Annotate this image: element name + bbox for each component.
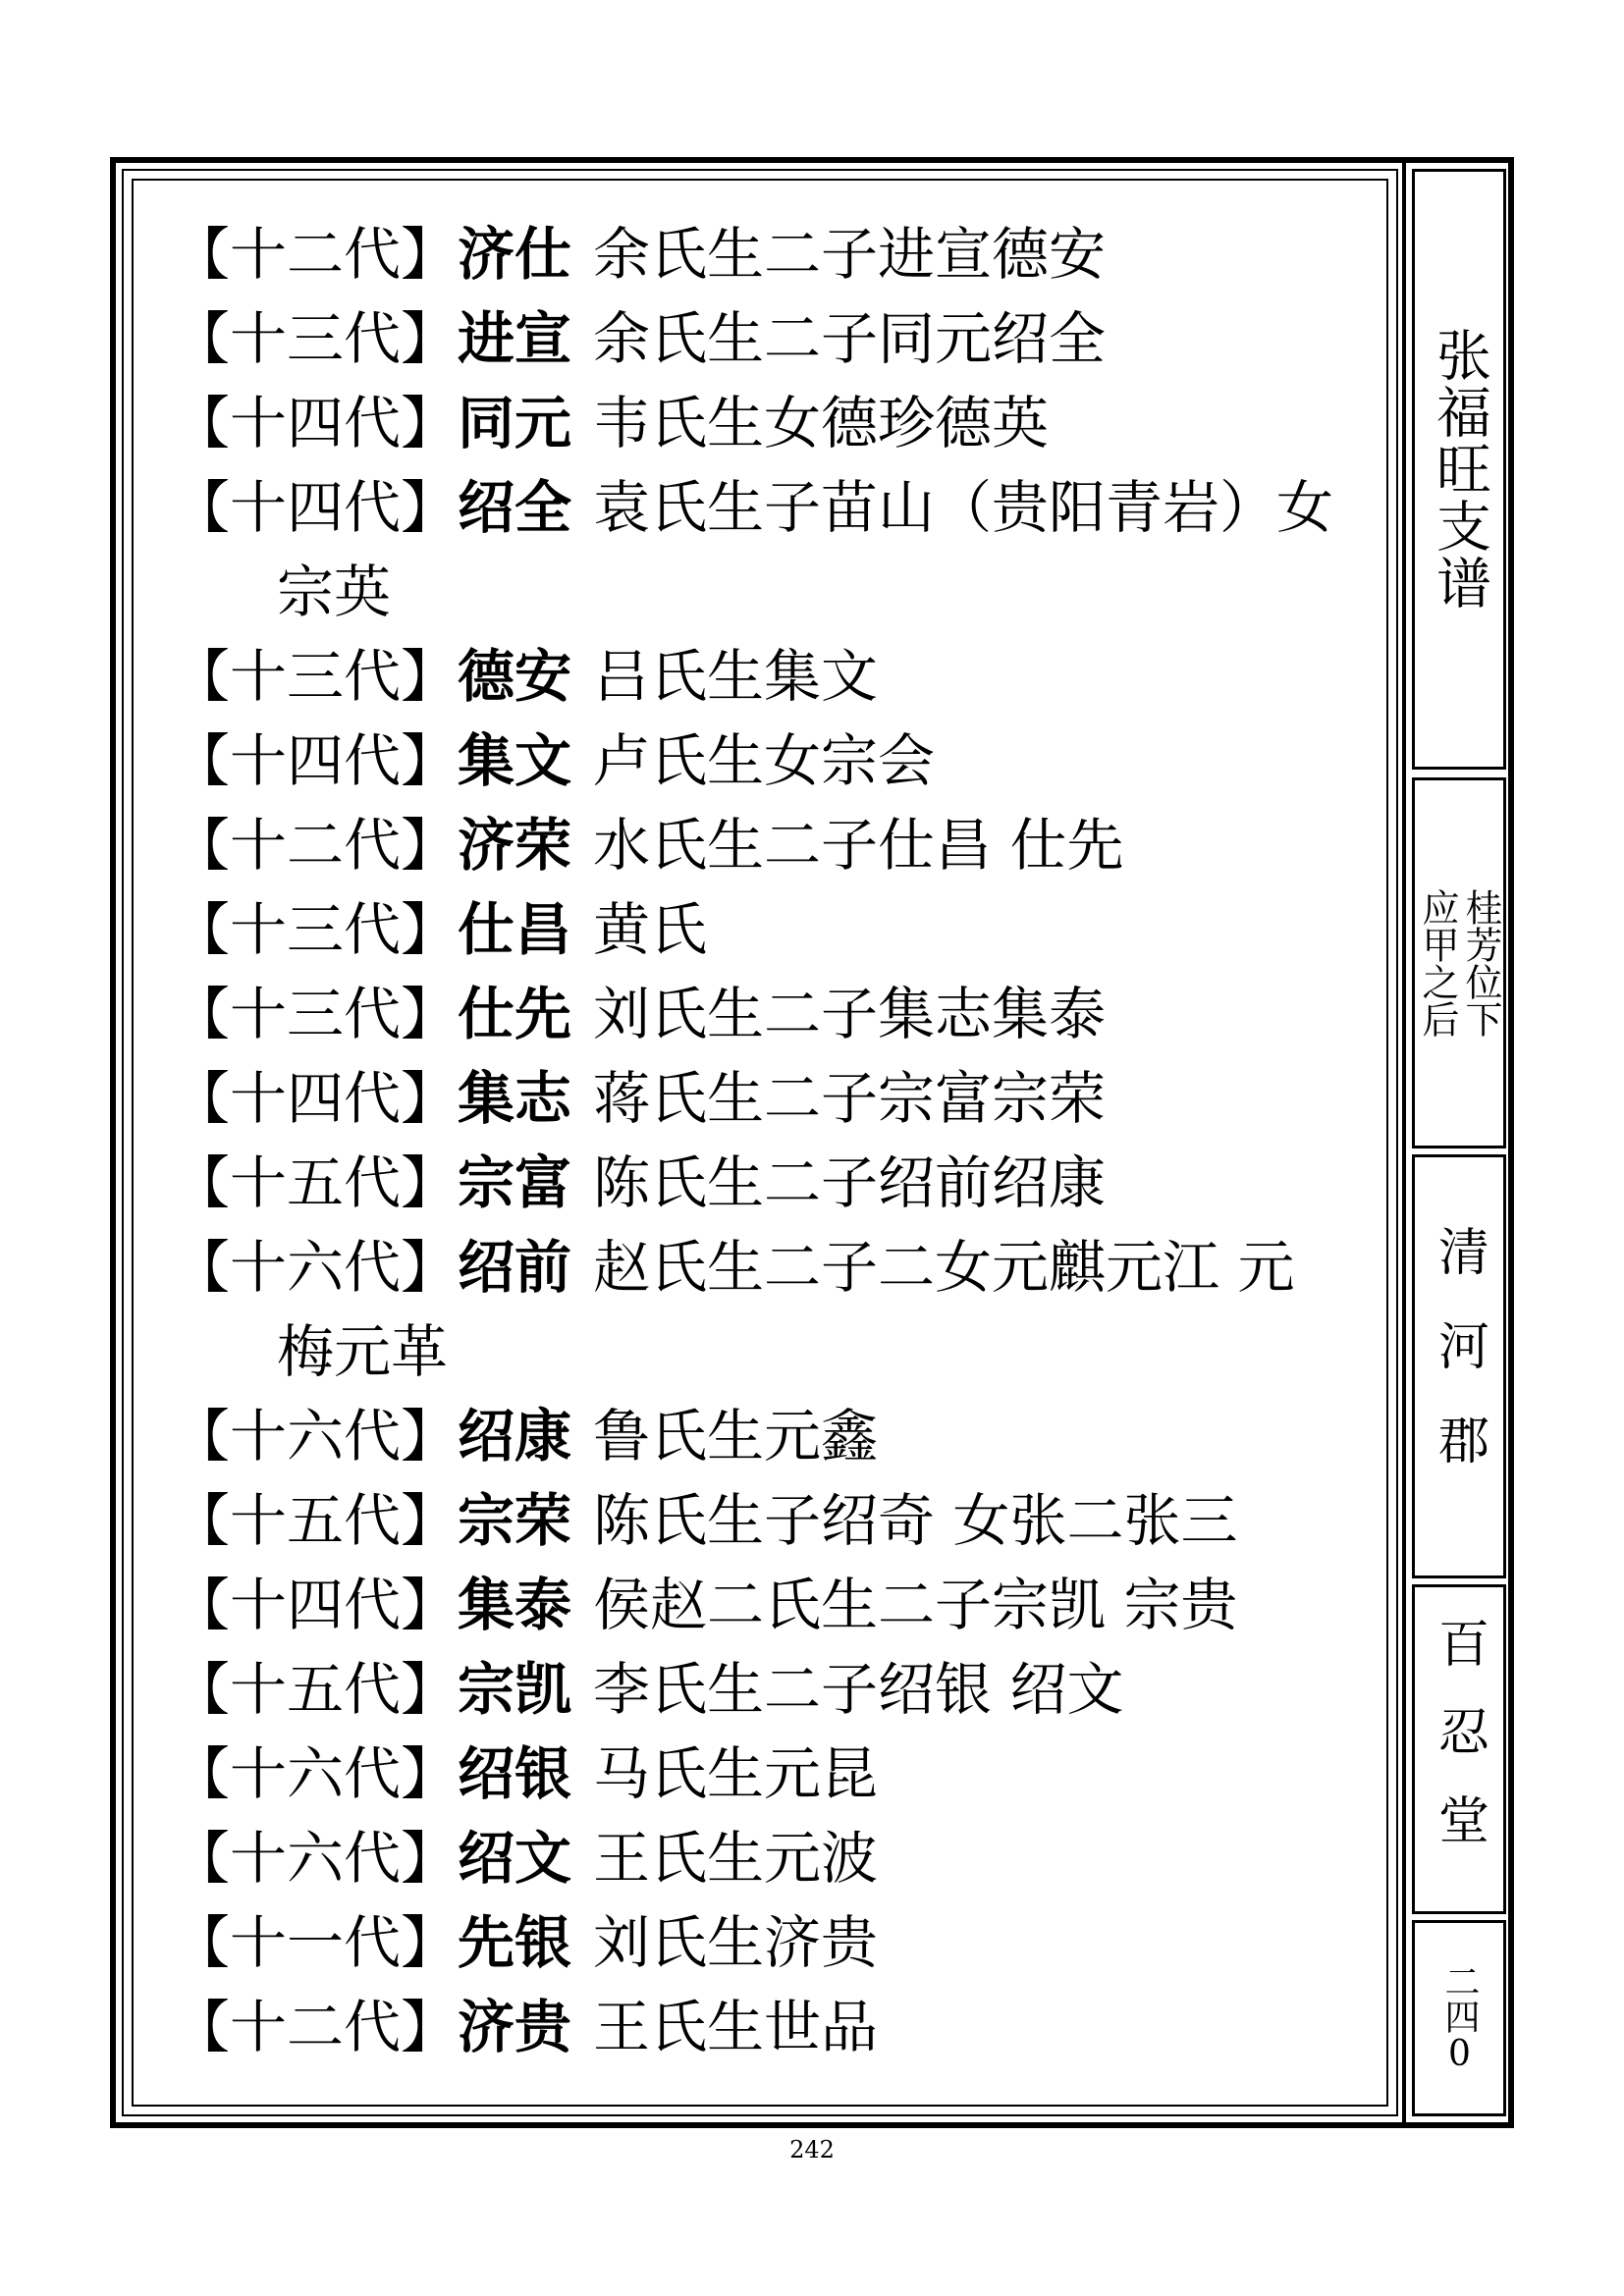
sidebar-title: 张福旺支谱	[1428, 327, 1491, 612]
entry-detail: 鲁氏生元鑫	[593, 1403, 879, 1469]
entry-continuation: 梅元革	[277, 1318, 449, 1385]
entry-gen: 【十二代】	[173, 1994, 459, 2060]
entry-detail: 陈氏生二子绍前绍康	[593, 1149, 1107, 1216]
entry-detail: 陈氏生子绍奇 女张二张三	[593, 1487, 1238, 1554]
entry-name: 绍全	[458, 474, 572, 541]
sidebar-jun: 清河郡	[1429, 1225, 1489, 1508]
entry-row	[173, 972, 1380, 1056]
genealogy-entries	[173, 212, 1380, 2069]
entry-detail: 王氏生元波	[593, 1825, 879, 1892]
entry-row	[173, 1816, 1380, 1900]
entry-detail: 王氏生世品	[593, 1994, 879, 2060]
entry-row	[173, 381, 1380, 465]
entry-detail: 刘氏生济贵	[593, 1909, 879, 1976]
entry-name: 集文	[458, 727, 572, 794]
entry-gen: 【十二代】	[173, 221, 459, 288]
entry-name: 仕先	[458, 981, 572, 1047]
entry-detail: 水氏生二子仕昌 仕先	[593, 812, 1124, 879]
entry-name: 绍银	[458, 1740, 572, 1807]
entry-detail: 袁氏生子苗山（贵阳青岩）女	[593, 474, 1334, 541]
entry-row	[173, 212, 1380, 296]
entry-name: 宗荣	[458, 1487, 572, 1554]
entry-gen: 【十六代】	[173, 1234, 459, 1301]
entry-gen: 【十四代】	[173, 727, 459, 794]
page-footer-number: 242	[789, 2136, 835, 2163]
entry-gen: 【十三代】	[173, 981, 459, 1047]
entry-name: 进宣	[458, 305, 572, 372]
entry-gen: 【十六代】	[173, 1740, 459, 1807]
entry-name: 绍康	[458, 1403, 572, 1469]
entry-name: 德安	[458, 643, 572, 710]
entry-row	[173, 1478, 1380, 1563]
entry-row	[173, 1985, 1380, 2069]
sidebar-branch-box	[1412, 777, 1506, 1148]
sidebar-page-box	[1412, 1920, 1506, 2116]
entry-detail: 赵氏生二子二女元麒元江 元	[593, 1234, 1295, 1301]
entry-gen: 【十六代】	[173, 1403, 459, 1469]
entry-gen: 【十三代】	[173, 305, 459, 372]
sidebar-hall-box	[1412, 1584, 1506, 1914]
entry-detail: 卢氏生女宗会	[593, 727, 936, 794]
entry-detail: 余氏生二子同元绍全	[593, 305, 1107, 372]
entry-row	[173, 887, 1380, 972]
sidebar-title-box	[1412, 169, 1506, 770]
sidebar-branch-line2: 应甲之后	[1416, 888, 1459, 1038]
entry-name: 济贵	[458, 1994, 572, 2060]
entry-gen: 【十一代】	[173, 1909, 459, 1976]
sidebar-page-number: 二四0	[1439, 1962, 1480, 2074]
entry-row	[173, 634, 1380, 719]
entry-detail: 马氏生元昆	[593, 1740, 879, 1807]
entry-name: 同元	[458, 390, 572, 456]
entry-detail: 侯赵二氏生二子宗凯 宗贵	[593, 1572, 1238, 1638]
entry-gen: 【十三代】	[173, 896, 459, 963]
entry-name: 济荣	[458, 812, 572, 879]
entry-gen: 【十五代】	[173, 1656, 459, 1723]
sidebar-branch-line1: 桂芳位下	[1459, 888, 1502, 1038]
entry-name: 宗富	[458, 1149, 572, 1216]
entry-gen: 【十四代】	[173, 1572, 459, 1638]
entry-row	[173, 1225, 1380, 1309]
sidebar-hall: 百忍堂	[1429, 1617, 1489, 1882]
entry-row	[173, 1647, 1380, 1732]
entry-gen: 【十四代】	[173, 390, 459, 456]
entry-continuation: 宗英	[277, 559, 392, 625]
entry-name: 先银	[458, 1909, 572, 1976]
entry-row	[173, 1141, 1380, 1225]
entry-row	[173, 1394, 1380, 1478]
entry-detail: 蒋氏生二子宗富宗荣	[593, 1065, 1107, 1132]
entry-gen: 【十二代】	[173, 812, 459, 879]
entry-row	[173, 1732, 1380, 1816]
entry-gen: 【十六代】	[173, 1825, 459, 1892]
entry-name: 集志	[458, 1065, 572, 1132]
entry-name: 绍前	[458, 1234, 572, 1301]
entry-name: 绍文	[458, 1825, 572, 1892]
entry-detail: 黄氏	[593, 896, 708, 963]
sidebar-divider	[1402, 163, 1406, 2122]
entry-gen: 【十五代】	[173, 1487, 459, 1554]
entry-name: 济仕	[458, 221, 572, 288]
entry-row	[173, 1563, 1380, 1647]
entry-detail: 吕氏生集文	[593, 643, 879, 710]
entry-name: 宗凯	[458, 1656, 572, 1723]
entry-row	[173, 803, 1380, 887]
entry-gen: 【十四代】	[173, 1065, 459, 1132]
entry-detail: 韦氏生女德珍德英	[593, 390, 1050, 456]
entry-row	[173, 296, 1380, 381]
entry-row	[173, 1056, 1380, 1141]
sidebar-jun-box	[1412, 1154, 1506, 1578]
entry-name: 仕昌	[458, 896, 572, 963]
entry-row	[173, 719, 1380, 803]
entry-gen: 【十五代】	[173, 1149, 459, 1216]
entry-row	[173, 465, 1380, 550]
entry-gen: 【十三代】	[173, 643, 459, 710]
entry-detail: 余氏生二子进宣德安	[593, 221, 1107, 288]
entry-name: 集泰	[458, 1572, 572, 1638]
entry-row	[173, 1900, 1380, 1985]
entry-detail: 李氏生二子绍银 绍文	[593, 1656, 1124, 1723]
entry-gen: 【十四代】	[173, 474, 459, 541]
entry-detail: 刘氏生二子集志集泰	[593, 981, 1107, 1047]
